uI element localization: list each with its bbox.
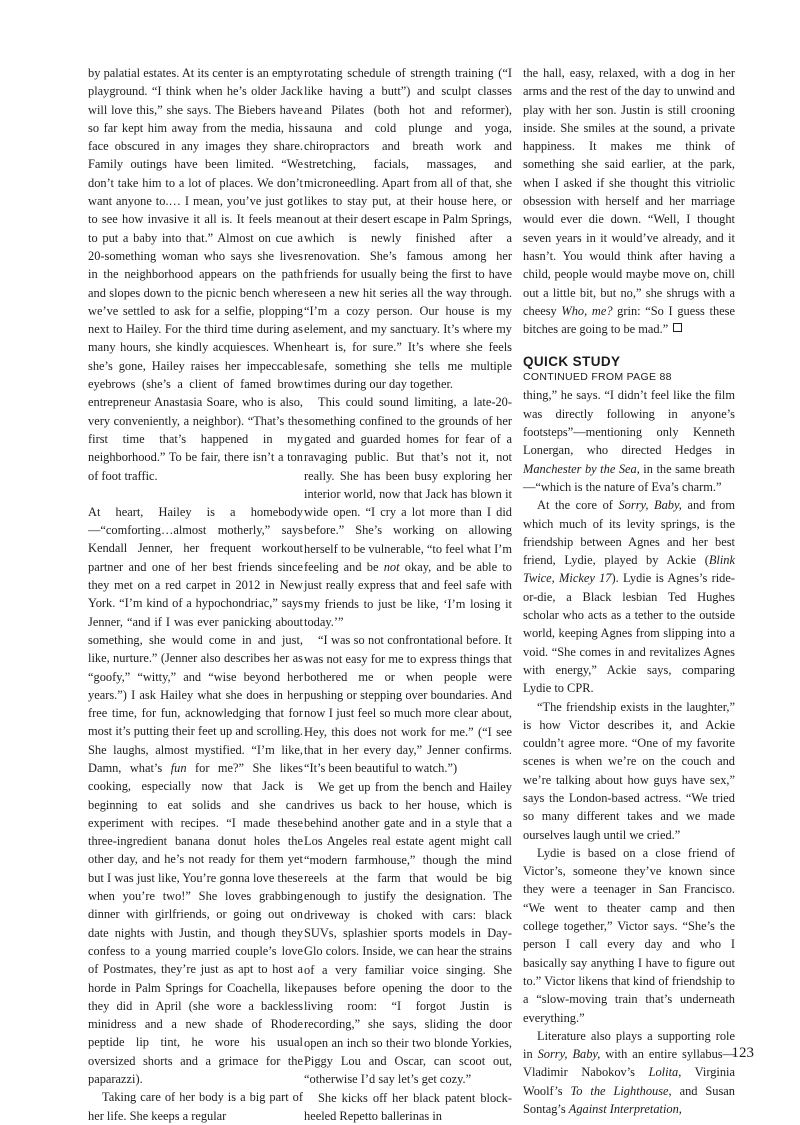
paragraph: Lydie is based on a close friend of Victor’s, someone they’ve known since they were a teenager in San Francisco. “We went to theater camp and then college together,” Victor says. “She’s the person I call every day and who I basically say anything I have to figure out to.” Victor likens that kind of friendship to a “slow-moving train that’s underneath everything.” <box>523 845 735 1025</box>
column-1 <box>88 64 303 1125</box>
end-of-article-mark <box>673 323 682 332</box>
italic-text: Against Interpretation, <box>568 1102 682 1117</box>
text-run: grin: “So I guess these bitches are going to be mad.” <box>523 303 735 337</box>
paragraph <box>523 386 735 496</box>
text-run: and Susan Sontag’s <box>523 1083 735 1117</box>
paragraph: We get up from the bench and Hailey drives us back to her house, which is behind another gate and in a style that a Los Angeles real estate agent might call “modern farmhouse,” though the mind reels at the farm that would be big enough to justify the designation. The driveway is choked with cars: black SUVs, splashier sports models in Day-Glo colors. Inside, we can hear the strains of a very familiar voice singing. She pauses before opening the door to the living room: “I forgot Justin is recording,” she says, sliding the door open an inch so their two blonde Yorkies, Piggy Lou and Oscar, can scoot out, “otherwise I’d say let’s get cozy.” <box>304 779 512 1087</box>
paragraph: by palatial estates. At its center is an empty playground. “I think when he’s older Jack will love this,” she says. The Biebers have so far kept him away from the media, his face obscured in any images they share. Family outings have been limited. “We don’t take him to a lot of places. We don’t want anyone to.… I mean, you’ve just got to see how invasive it all is. It feels mean to put a baby into that.” Almost on cue a 20-something woman who says she lives in the neighborhood appears on the path and slopes down to the picnic bench where we’ve settled to ask for a selfie, plopping next to Hailey. For the third time during as many hours, she kindly acquiesces. When she’s gone, Hailey raises her impeccable eyebrows (she’s a client of famed brow entrepreneur Anastasia Soare, who is also, very conveniently, a neighbor). “That’s the first time that’s happened in my neighborhood.” To be fair, there isn’t a ton of foot traffic. <box>88 66 303 483</box>
italic-text: Lolita, <box>648 1065 682 1080</box>
column-2 <box>304 64 512 1125</box>
italic-text: not <box>383 560 400 575</box>
paragraph <box>523 64 735 338</box>
paragraph: She kicks off her black patent block-heeled Repetto ballerinas in <box>304 1090 512 1123</box>
italic-text: Blink Twice, Mickey 17 <box>523 553 735 586</box>
italic-text: Sorry, Baby, <box>537 1047 601 1062</box>
italic-text: fun <box>170 760 187 775</box>
text-run: Literature also plays a supporting role in <box>523 1028 735 1062</box>
paragraph: Taking care of her body is a big part of her life. She keeps a regular <box>88 1090 303 1123</box>
column-3 <box>523 64 735 1118</box>
text-run: ). Lydie is Agnes’s ride-or-die, a Black lesbian Ted Hughes scholar who acts as a tether to the outside world, keeping Agnes from slipping into a void. “She comes in and revitalizes Agnes with energy,” Ackie says, comparing Lydie to CPR. <box>523 571 736 696</box>
paragraph <box>304 393 512 631</box>
text-run: At the core of <box>537 498 619 513</box>
paragraph: “The friendship exists in the laughter,” is how Victor describes it, and Ackie couldn’t agree more. “One of my favorite scenes is when we’re on the couch and we’re talking about how guys have sex,” says the London-based actress. “We tried so many different takes and we made ourselves laugh until we cried.” <box>523 699 735 842</box>
text-run: At heart, Hailey is a homebody—“comforting…almost motherly,” says Kendall Jenner, her frequent workout partner and one of her best friends since they met on a red carpet in 2012 in New York. “I’m kind of a hypochondriac,” says Jenner, “and if I was ever panicking about something, she would come in and just, like, nurture.” (Jenner also describes her as “goofy,” “witty,” and “wise beyond her years.”) I ask Hailey what she does in her free time, for fun, acknowledging that for most it’s putting their feet up and scrolling. She laughs, almost mystified. “I’m like, Damn, what’s <box>88 504 303 775</box>
text-run: thing,” he says. “I didn’t feel like the film was directly following in anyone’s footsteps”—mentioning only Kenneth Lonergan, who directed Hedges in <box>523 388 735 458</box>
paragraph <box>523 1027 735 1118</box>
paragraph <box>523 496 735 697</box>
continued-from-note: CONTINUED FROM PAGE 88 <box>523 371 672 384</box>
italic-text: To the Lighthouse, <box>570 1083 672 1098</box>
text-run: Virginia Woolf’s <box>523 1065 735 1098</box>
italic-text: Manchester by the Sea, <box>523 461 640 476</box>
page-number: 123 <box>731 1045 754 1061</box>
section-heading: QUICK STUDY <box>523 354 621 370</box>
italic-text: Who, me? <box>561 303 613 318</box>
paragraph: “I was so not confrontational before. It was not easy for me to express things that bothered me or when people were pushing or stepping over boundaries. And now I just feel so much more clear about, Hey, this does not work for me.” (“I see that in her every day,” Jenner confirms. “It’s been beautiful to watch.”) <box>304 633 512 776</box>
text-run: for me?” She likes cooking, especially now that Jack is beginning to eat solids and she can experiment with recipes. “I made these three-ingredient banana donut holes the other day, and he’s not ready for them yet but I was just like, You’re gonna love these when you’re two!” She loves grabbing dinner with girlfriends, or going out on date nights with Justin, and though they confess to a young married couple’s love of Postmates, they’re just as apt to host a horde in Palm Springs for Coachella, like they did in April (she wore a backless minidress and a new shade of Rhode peptide lip tint, he wore his usual oversized shorts and a grimace for the paparazzi). <box>88 760 303 1087</box>
paragraph: rotating schedule of strength training (“I like having a butt”) and sculpt classes and Pilates (both hot and reformer), sauna and cold plunge and yoga, chiropractors and breath work and stretching, facials, massages, and microneedling. Apart from all of that, she likes to stay put, at their house here, or out at their desert escape in Palm Springs, which is newly finished after a renovation. She’s famous among her friends for usually being the first to have seen a new hit series all the way through. “I’m a cozy person. Our house is my element, and my sanctuary. It’s where my heart is, for sure.” It’s where she feels safe, something she tells me multiple times during our day together. <box>304 66 512 392</box>
text-run: okay, and be able to just really express that and feel safe with my friends to just be like, ‘I’m losing it today.’” <box>304 560 513 629</box>
text-run: in the same breath—“which is the nature of Eva’s charm.” <box>523 461 735 494</box>
text-run: and from which much of its levity springs, is the friendship between Agnes and her best friend, Lydie, played by Ackie ( <box>523 498 736 568</box>
paragraph <box>88 503 303 1089</box>
text-run: the hall, easy, relaxed, with a dog in her arms and the rest of the day to unwind and play with her son. Justin is still crooning inside. She smiles at the sound, a private happiness. It makes me think of something she said earlier, at the park, when I asked if she thought this vitriolic obsession with herself and her marriage would ever die down. “Well, I thought seven years in it would’ve already, and it hasn’t. You would think after having a child, people would maybe move on, chill out a little bit, but no,” she shrugs with a cheesy <box>523 66 735 318</box>
text-run: with an entire syllabus—Vladimir Nabokov’s <box>523 1047 736 1080</box>
text-run: This could sound limiting, a late-20-something confined to the grounds of her gated and guarded homes for fear of a ravaging public. But that’s not it, not really. She has been busy exploring her interior world, now that Jack has blown it wide open. “I cry a lot more than I did before.” She’s working on allowing herself to be vulnerable, “to feel what I’m feeling and be <box>304 395 512 575</box>
italic-text: Sorry, Baby, <box>618 498 682 513</box>
